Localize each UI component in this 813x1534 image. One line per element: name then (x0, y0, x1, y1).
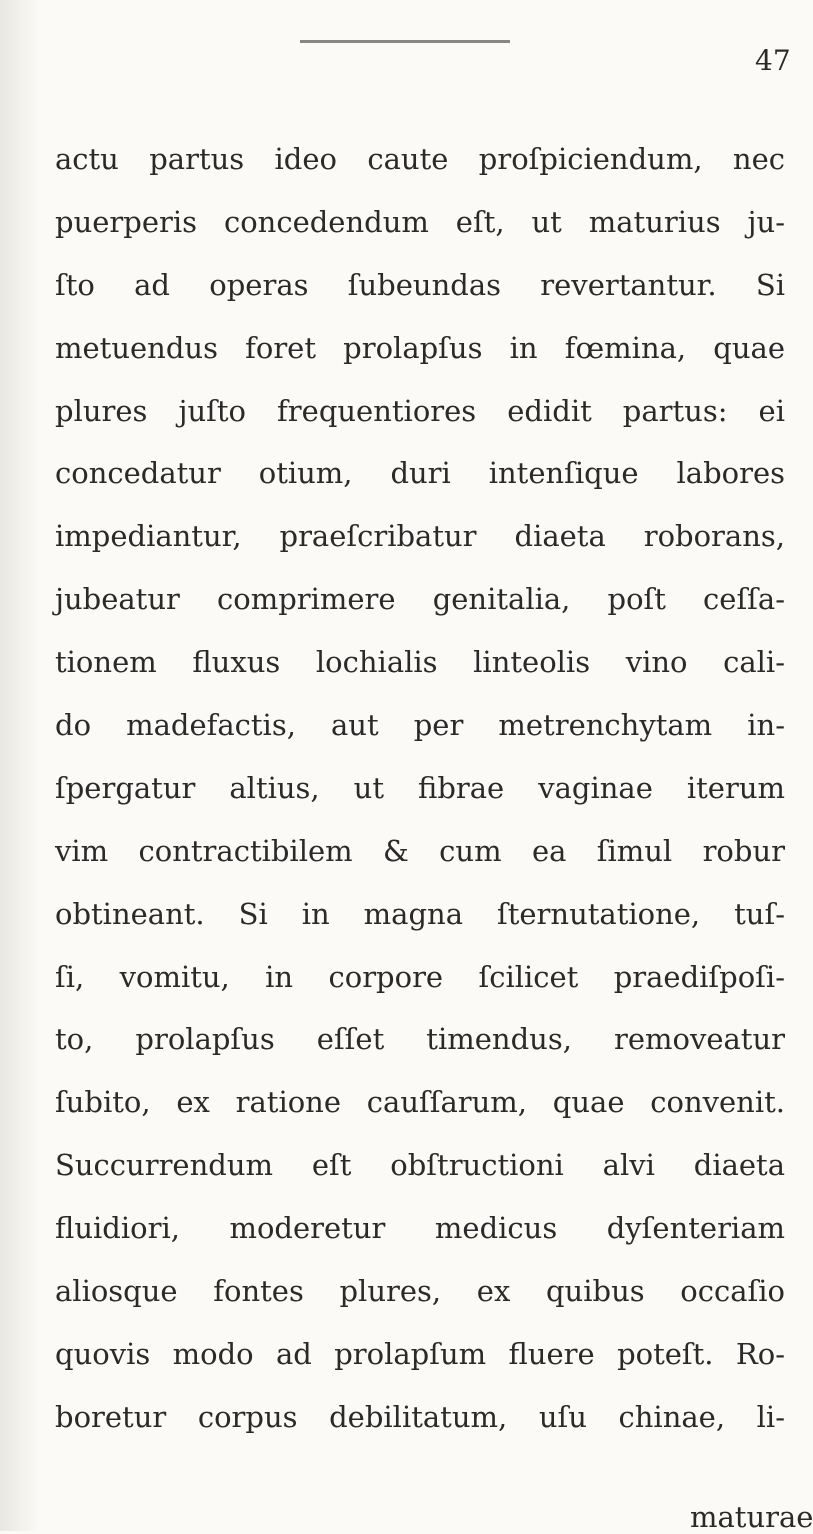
text-line: ſubito, ex ratione cauſſarum, quae convenit. (55, 1085, 785, 1120)
text-line: Succurrendum eſt obſtructioni alvi diaeta (55, 1148, 785, 1183)
text-line: to, prolapſus eſſet timendus, removeatur (55, 1022, 785, 1057)
text-line: ſi, vomitu, in corpore ſcilicet praediſpoſi- (55, 959, 785, 994)
text-line: plures juſto frequentiores edidit partus: ei (55, 393, 785, 428)
text-line: boretur corpus debilitatum, uſu chinae, li- (55, 1399, 785, 1434)
text-line: ſto ad operas ſubeundas revertantur. Si (55, 267, 785, 302)
text-line: ſpergatur altius, ut fibrae vaginae iterum (55, 770, 785, 805)
text-line: obtineant. Si in magna ſternutatione, tuſ- (55, 896, 785, 931)
text-line: quovis modo ad prolapſum fluere poteſt. Ro- (55, 1336, 785, 1371)
text-line: jubeatur comprimere genitalia, poſt ceſſa- (55, 582, 785, 617)
text-line: puerperis concedendum eſt, ut maturius ju- (55, 204, 785, 239)
text-line: impediantur, praeſcribatur diaeta roborans, (55, 519, 785, 554)
page-number: 47 (755, 44, 791, 77)
text-line: concedatur otium, duri intenſique labores (55, 456, 785, 491)
text-line: tionem fluxus lochialis linteolis vino cali- (55, 645, 785, 680)
text-line: fluidiori, moderetur medicus dyſenteriam (55, 1211, 785, 1246)
body-text (55, 128, 785, 1449)
text-line: metuendus foret prolapſus in fœmina, quae (55, 330, 785, 365)
page-edge-shadow (0, 0, 40, 1531)
catchword: maturae (690, 1500, 813, 1534)
header-rule (300, 40, 510, 43)
text-line: aliosque fontes plures, ex quibus occaſio (55, 1274, 785, 1309)
text-line: actu partus ideo caute proſpiciendum, nec (55, 142, 785, 176)
text-line: do madefactis, aut per metrenchytam in- (55, 708, 785, 743)
text-line: vim contractibilem & cum ea ſimul robur (55, 833, 785, 868)
